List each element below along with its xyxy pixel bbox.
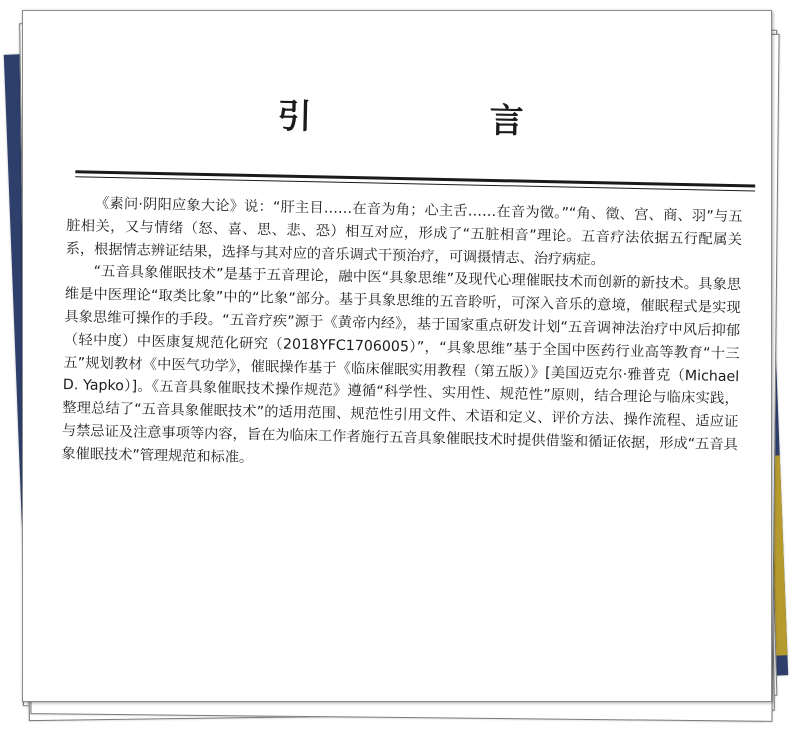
paragraph-2: “五音具象催眠技术”是基于五音理论，融中医“具象思维”及现代心理催眠技术而创新的新技术。具象思维是中医理论“取类比象”中的“比象”部分。基于具象思维的五音聆听，可深入音乐的意境，催眠程式是实现具象思维可操作的手段。“五音疗疾”源于《黄帝内经》，基于国家重点研发计划“五音调神法治疗中风后抑郁（轻中度）中医康复规范化研究（2018YFC1706005）”，“具象思维”基于全国中医药行业高等教育“十三五”规划教材《中医气功学》，催眠操作基于《临床催眠实用教程（第五版）》[美国迈克尔·雅普克（Michael D. Yapko）]。《五音具象催眠技术操作规范》遵循“科学性、实用性、规范性”原则，结合理论与临床实践，整理总结了“五音具象催眠技术”的适用范围、规范性引用文件、术语和定义、评价方法、操作流程、适应证与禁忌证及注意事项等内容，旨在为临床工作者施行五音具象催眠技术时提供借鉴和循证依据，形成“五音具象催眠技术”管理规范和标准。	[61, 264, 742, 466]
page-content	[22, 10, 772, 702]
paragraph-1: 《素问·阴阳应象大论》说：“肝主目……在音为角；心主舌……在音为徵。”“角、徵、宫、商、羽”与五脏相关，又与情绪（怒、喜、思、悲、恐）相互对应，形成了“五脏相音”理论。五音疗法依据五行配属关系，根据情志辨证结果，选择与其对应的音乐调式干预治疗，可调摄情志、治疗病症。	[65, 195, 743, 268]
page-title: 引 言	[277, 96, 596, 144]
front-page	[22, 10, 772, 702]
body-text	[61, 192, 743, 480]
